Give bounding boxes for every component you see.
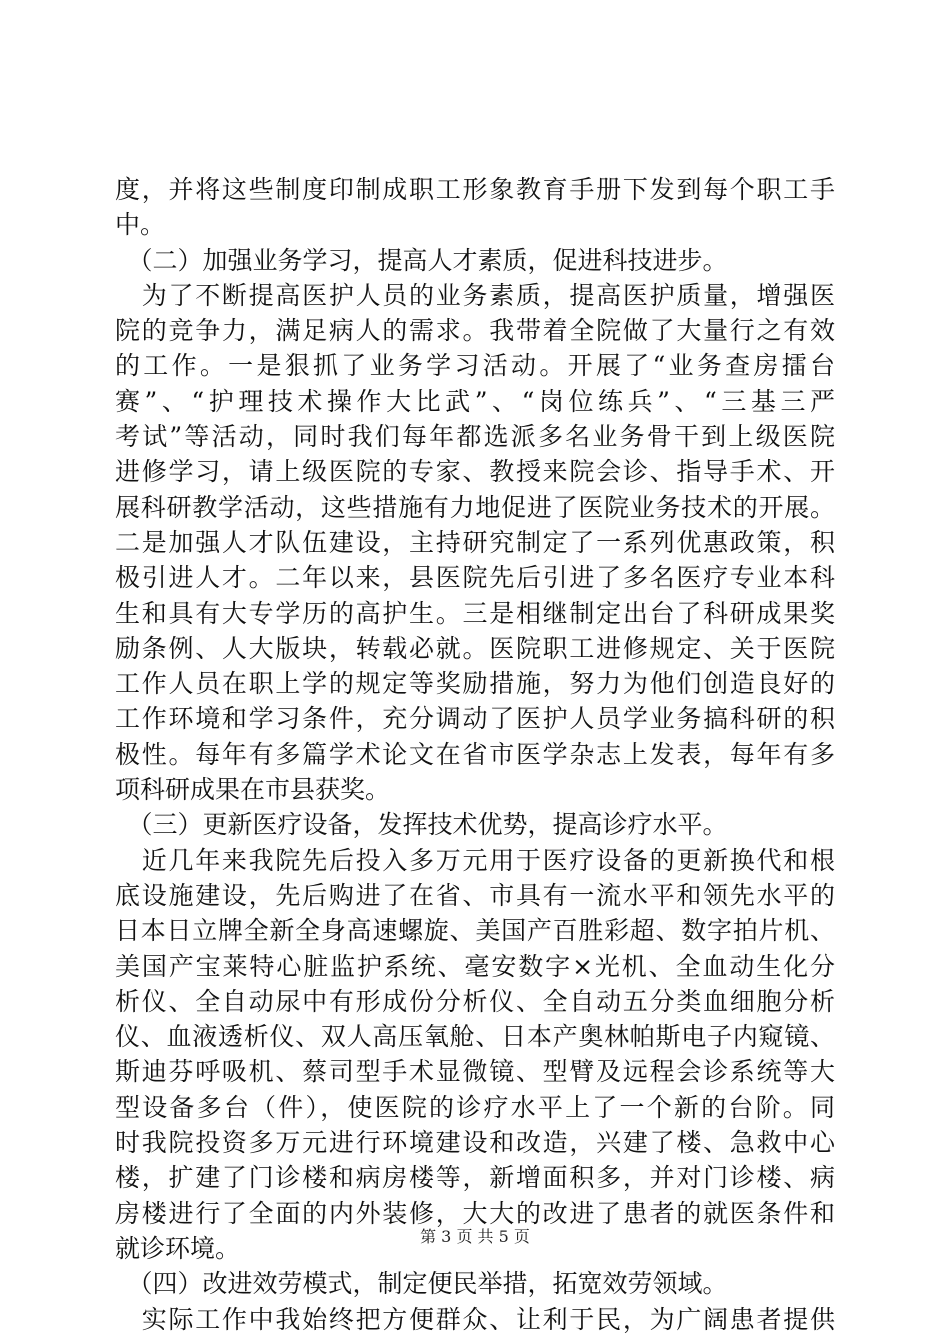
text-line: 楼，扩建了门诊楼和病房楼等，新增面积多，并对门诊楼、病 (115, 1163, 835, 1193)
text-line: 房楼进行了全面的内外装修，大大的改进了患者的就医条件和 (115, 1198, 835, 1228)
text-line: 工作人员在职上学的规定等奖励措施，努力为他们创造良好的 (115, 669, 835, 699)
section-heading: （四）改进效劳模式，制定便民举措，拓宽效劳领域。 (115, 1269, 728, 1299)
text-line: 二是加强人才队伍建设，主持研究制定了一系列优惠政策，积 (115, 527, 835, 557)
text-line: 中。 (115, 210, 166, 240)
text-line: 项科研成果在市县获奖。 (115, 775, 391, 805)
text-line: 度，并将这些制度印制成职工形象教育手册下发到每个职工手 (115, 175, 835, 204)
text-line: 斯迪芬呼吸机、蔡司型手术显微镜、型臂及远程会诊系统等大 (115, 1057, 835, 1087)
text-line: 极引进人才。二年以来，县医院先后引进了多名医疗专业本科 (115, 563, 835, 593)
text-line: 赛”、“护理技术操作大比武”、“岗位练兵”、“三基三严 (115, 386, 835, 416)
page-footer: 第 3 页 共 5 页 (420, 1227, 530, 1246)
text-line: 时我院投资多万元进行环境建设和改造，兴建了楼、急救中心 (115, 1128, 835, 1158)
section-heading: （三）更新医疗设备，发挥技术优势，提高诊疗水平。 (115, 810, 728, 840)
text-line: 就诊环境。 (115, 1233, 241, 1263)
text-line: 析仪、全自动尿中有形成份分析仪、全自动五分类血细胞分析 (115, 986, 835, 1016)
text-line: 院的竞争力，满足病人的需求。我带着全院做了大量行之有效 (115, 316, 835, 346)
text-line: 底设施建设，先后购进了在省、市具有一流水平和领先水平的 (115, 880, 835, 910)
text-line: 型设备多台（件），使医院的诊疗水平上了一个新的台阶。同 (115, 1092, 835, 1122)
text-line: 生和具有大专学历的高护生。三是相继制定出台了科研成果奖 (115, 598, 835, 628)
text-line: 考试”等活动，同时我们每年都选派多名业务骨干到上级医院 (115, 422, 835, 452)
text-line: 日本日立牌全新全身高速螺旋、美国产百胜彩超、数字拍片机、 (115, 916, 835, 946)
text-line: 近几年来我院先后投入多万元用于医疗设备的更新换代和根 (115, 845, 835, 875)
text-line: 美国产宝莱特心脏监护系统、毫安数字×光机、全血动生化分 (115, 951, 835, 981)
text-line: 的工作。一是狠抓了业务学习活动。开展了“业务查房擂台 (115, 351, 835, 381)
text-line: 仪、血液透析仪、双人高压氧舱、日本产奥林帕斯电子内窥镜、 (115, 1022, 835, 1052)
text-line: 极性。每年有多篇学术论文在省市医学杂志上发表，每年有多 (115, 739, 835, 769)
text-line: 实际工作中我始终把方便群众、让利于民，为广阔患者提供 (115, 1304, 835, 1334)
text-line: 工作环境和学习条件，充分调动了医护人员学业务搞科研的积 (115, 704, 835, 734)
text-line: 展科研教学活动，这些措施有力地促进了医院业务技术的开展。 (115, 492, 835, 522)
text-line: 进修学习，请上级医院的专家、教授来院会诊、指导手术、开 (115, 457, 835, 487)
text-line: 为了不断提高医护人员的业务素质，提高医护质量，增强医 (115, 280, 835, 310)
text-line: 励条例、人大版块，转载必就。医院职工进修规定、关于医院 (115, 633, 835, 663)
section-heading: （二）加强业务学习，提高人才素质，促进科技进步。 (115, 245, 728, 275)
body-text (115, 172, 835, 1337)
